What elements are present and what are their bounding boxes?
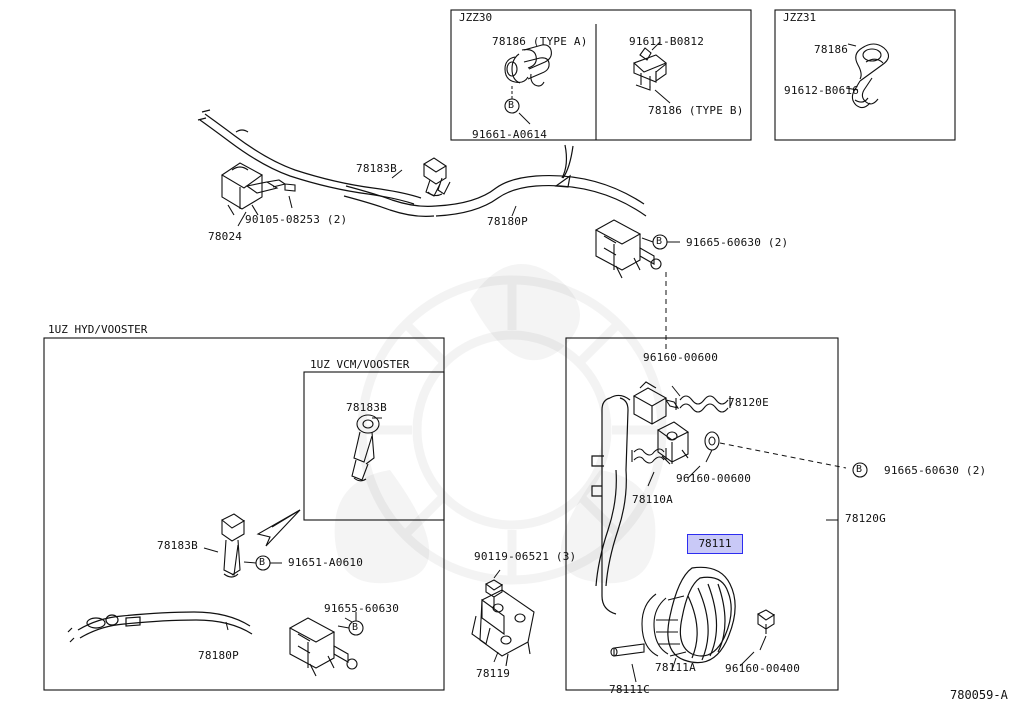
panel-title-vcm: 1UZ VCM/VOOSTER <box>310 358 410 371</box>
label-96160-top: 96160-00600 <box>643 351 719 364</box>
marker-b-hyd: B <box>259 557 266 568</box>
label-bracket-78024: 78024 <box>208 230 243 243</box>
label-78110a: 78110A <box>632 493 673 506</box>
panel-title-hyd: 1UZ HYD/VOOSTER <box>48 323 148 336</box>
label-jzz31-clip: 78186 <box>814 43 849 56</box>
label-hyd-91651: 91651-A0610 <box>288 556 364 569</box>
label-jzz30-bolt: 91611-B0812 <box>629 35 705 48</box>
label-90119: 90119-06521 (3) <box>474 550 577 563</box>
marker-b-top: B <box>656 236 663 247</box>
panel-title-jzz30: JZZ30 <box>459 11 493 24</box>
label-vcm-78183b: 78183B <box>346 401 387 414</box>
label-96160-mid: 96160-00600 <box>676 472 752 485</box>
label-78111a: 78111A <box>655 661 696 674</box>
label-hyd-78183b: 78183B <box>157 539 198 552</box>
label-bolt-91665-top: 91665-60630 (2) <box>686 236 789 249</box>
label-hyd-91655: 91655-60630 <box>324 602 400 615</box>
diagram-id: 780059-A <box>950 688 1008 702</box>
label-78119: 78119 <box>476 667 511 680</box>
marker-b-hyd2: B <box>352 622 359 633</box>
marker-b-right: B <box>856 464 863 475</box>
label-78111c: 78111C <box>609 683 650 696</box>
label-jzz30-type-a: 78186 (TYPE A) <box>492 35 588 48</box>
highlighted-part-78111[interactable]: 78111 <box>687 534 743 554</box>
label-78120g: 78120G <box>845 512 886 525</box>
label-cable-78180p-top: 78180P <box>487 215 528 228</box>
panel-title-jzz31: JZZ31 <box>783 11 817 24</box>
label-hyd-78180p: 78180P <box>198 649 239 662</box>
label-jzz30-type-b: 78186 (TYPE B) <box>648 104 744 117</box>
label-78120e: 78120E <box>728 396 769 409</box>
label-clip-78183b-top: 78183B <box>356 162 397 175</box>
label-96160-bottom: 96160-00400 <box>725 662 801 675</box>
label-jzz31-bolt: 91612-B0616 <box>784 84 860 97</box>
label-jzz30-screw: 91661-A0614 <box>472 128 548 141</box>
label-91665-right: 91665-60630 (2) <box>884 464 987 477</box>
marker-b-jzz30: B <box>508 100 515 111</box>
label-screw-90105: 90105-08253 (2) <box>245 213 348 226</box>
